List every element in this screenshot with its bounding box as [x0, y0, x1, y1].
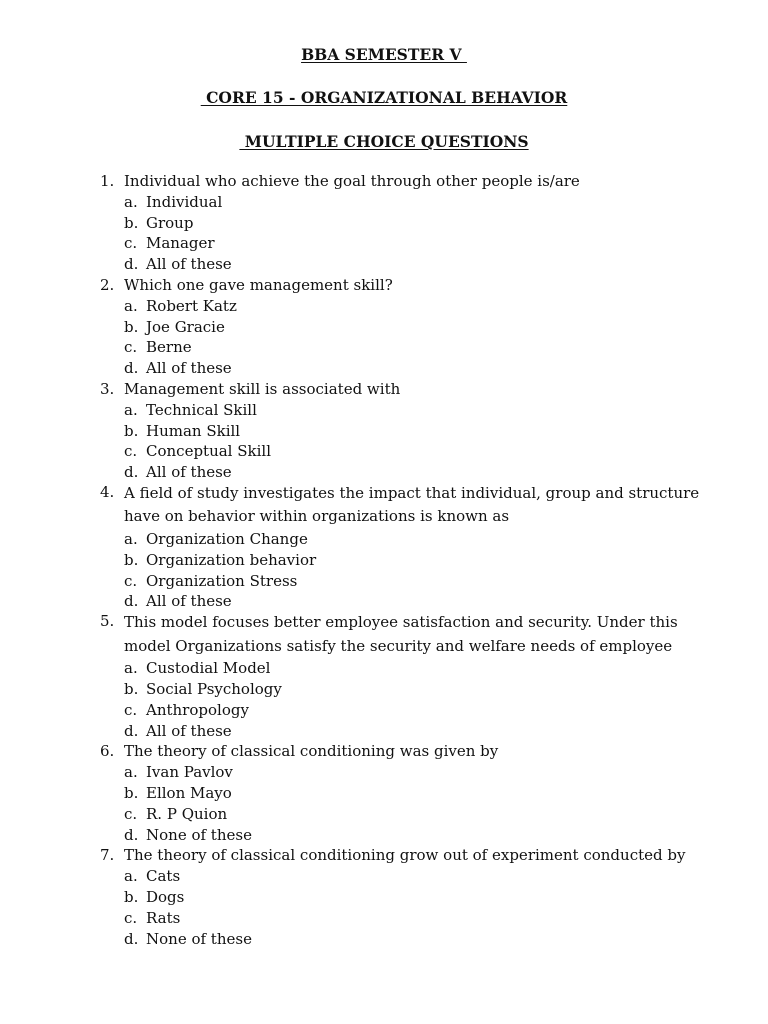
option-text: Anthropology: [146, 700, 249, 719]
option-text: Ellon Mayo: [146, 783, 232, 802]
question-text: Which one gave management skill?: [124, 275, 393, 294]
option-text: Organization behavior: [146, 550, 317, 569]
question-item: [100, 845, 700, 949]
option-list: [124, 192, 700, 275]
option-text: Rats: [146, 908, 181, 927]
option-item: [124, 421, 700, 442]
question-text: A field of study investigates the impact that individual, group and structure have on behavior within organizations is known as: [124, 483, 700, 526]
option-text: Joe Gracie: [146, 317, 225, 336]
course-title: BBA SEMESTER V: [301, 45, 467, 64]
option-list: [124, 400, 700, 483]
option-letter: b.: [124, 421, 139, 440]
option-item: [124, 254, 700, 275]
option-letter: a.: [124, 763, 138, 782]
option-item: [124, 804, 700, 825]
option-text: Ivan Pavlov: [146, 763, 233, 782]
option-item: [124, 462, 700, 483]
option-letter: b.: [124, 213, 139, 232]
option-text: Dogs: [146, 887, 185, 906]
option-item: [124, 658, 700, 679]
question-item: [100, 275, 700, 379]
option-letter: a.: [124, 400, 138, 419]
option-item: [124, 908, 700, 929]
question-number: 7.: [100, 846, 115, 865]
option-item: [124, 296, 700, 317]
option-text: R. P Quion: [146, 804, 228, 823]
option-letter: c.: [124, 700, 138, 719]
section-title: MULTIPLE CHOICE QUESTIONS: [239, 132, 529, 151]
option-letter: a.: [124, 192, 138, 211]
option-text: Social Psychology: [146, 679, 282, 698]
option-letter: c.: [124, 234, 138, 253]
option-text: Organization Change: [146, 529, 308, 548]
option-letter: b.: [124, 887, 139, 906]
option-item: [124, 571, 700, 592]
question-text: This model focuses better employee satisfaction and security. Under this model Organizations satisfy the security and welfare needs of employee: [124, 613, 678, 655]
option-text: All of these: [146, 463, 232, 482]
option-text: Robert Katz: [146, 296, 237, 315]
option-list: [124, 658, 700, 741]
option-list: [124, 762, 700, 845]
option-letter: b.: [124, 317, 139, 336]
question-number: 3.: [100, 379, 115, 398]
question-list: [100, 171, 700, 949]
option-letter: b.: [124, 550, 139, 569]
option-letter: a.: [124, 296, 138, 315]
option-item: [124, 591, 700, 612]
option-text: Individual: [146, 192, 223, 211]
option-item: [124, 233, 700, 254]
option-letter: c.: [124, 338, 138, 357]
option-item: [124, 783, 700, 804]
option-text: Group: [146, 213, 194, 232]
option-list: [124, 296, 700, 379]
option-letter: c.: [124, 804, 138, 823]
option-text: All of these: [146, 359, 232, 378]
option-text: All of these: [146, 592, 232, 611]
option-letter: d.: [124, 463, 139, 482]
option-letter: c.: [124, 442, 138, 461]
option-letter: b.: [124, 783, 139, 802]
option-item: [124, 337, 700, 358]
option-letter: a.: [124, 529, 138, 548]
option-text: Conceptual Skill: [146, 442, 272, 461]
option-text: Cats: [146, 867, 181, 886]
option-list: [124, 529, 700, 612]
question-item: [100, 741, 700, 845]
option-letter: c.: [124, 571, 138, 590]
option-text: Custodial Model: [146, 659, 271, 678]
option-item: [124, 700, 700, 721]
option-item: [124, 400, 700, 421]
option-letter: d.: [124, 825, 139, 844]
question-text: The theory of classical conditioning was given by: [124, 742, 499, 761]
option-text: All of these: [146, 721, 232, 740]
question-item: [100, 171, 700, 275]
option-letter: d.: [124, 592, 139, 611]
option-item: [124, 441, 700, 462]
option-item: [124, 192, 700, 213]
option-item: [124, 317, 700, 338]
option-item: [124, 887, 700, 908]
question-text: Management skill is associated with: [124, 379, 401, 398]
option-item: [124, 550, 700, 571]
option-item: [124, 213, 700, 234]
subject-title: CORE 15 - ORGANIZATIONAL BEHAVIOR: [200, 88, 568, 107]
option-text: Organization Stress: [146, 571, 298, 590]
option-letter: d.: [124, 359, 139, 378]
option-text: Manager: [146, 234, 215, 253]
option-item: [124, 762, 700, 783]
option-item: [124, 929, 700, 950]
question-item: [100, 379, 700, 483]
option-item: [124, 825, 700, 846]
option-letter: a.: [124, 659, 138, 678]
question-number: 2.: [100, 275, 115, 294]
option-text: Technical Skill: [146, 400, 257, 419]
question-text: The theory of classical conditioning grow out of experiment conducted by: [124, 846, 686, 865]
option-letter: c.: [124, 908, 138, 927]
question-item: [100, 611, 700, 741]
option-text: Human Skill: [146, 421, 241, 440]
option-item: [124, 679, 700, 700]
option-text: None of these: [146, 825, 252, 844]
option-item: [124, 529, 700, 550]
option-letter: a.: [124, 867, 138, 886]
question-text: Individual who achieve the goal through other people is/are: [124, 172, 580, 190]
question-number: 5.: [100, 612, 115, 631]
question-number: 4.: [100, 482, 115, 501]
option-item: [124, 358, 700, 379]
option-text: None of these: [146, 929, 252, 948]
question-item: [100, 482, 700, 612]
option-letter: d.: [124, 929, 139, 948]
option-letter: b.: [124, 679, 139, 698]
option-text: Berne: [146, 338, 192, 357]
option-text: All of these: [146, 255, 232, 274]
question-number: 6.: [100, 742, 115, 761]
option-item: [124, 721, 700, 742]
option-letter: d.: [124, 721, 139, 740]
question-number: 1.: [100, 172, 115, 190]
option-list: [124, 866, 700, 949]
option-item: [124, 866, 700, 887]
option-letter: d.: [124, 255, 139, 274]
